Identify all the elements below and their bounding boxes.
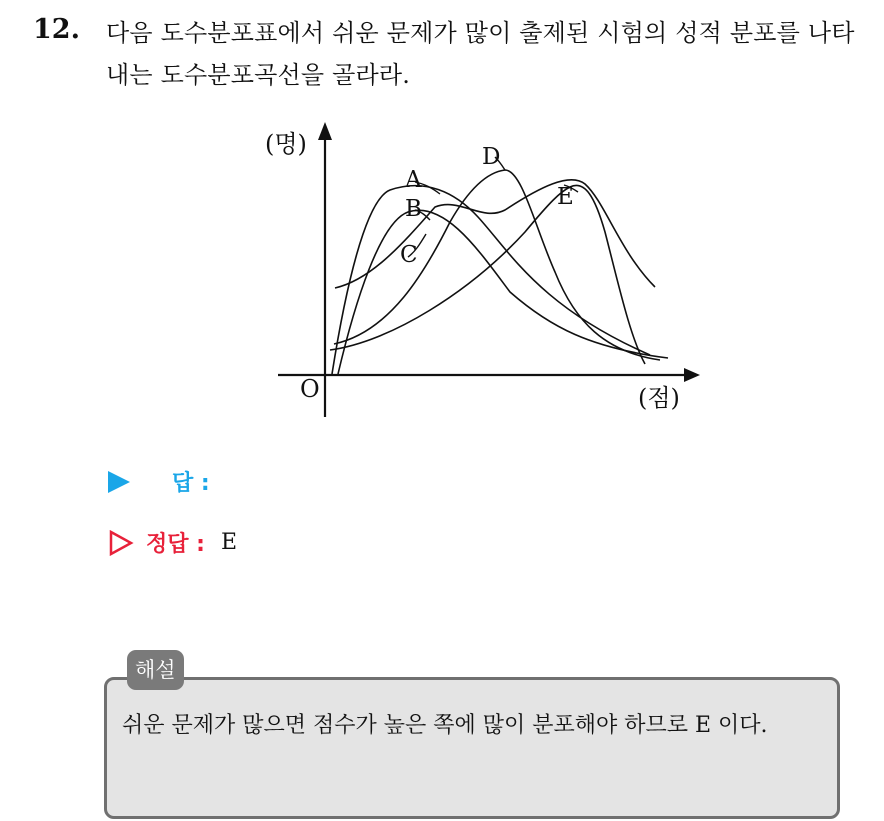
- x-axis-arrow: [684, 368, 700, 382]
- curve-label-a: A: [405, 167, 422, 193]
- curve-e: [330, 185, 645, 364]
- outline-triangle-icon: [108, 530, 134, 556]
- curve-label-e: E: [557, 184, 574, 210]
- curve-label-d: D: [482, 144, 501, 170]
- explanation-tag: 해설: [127, 650, 184, 690]
- answer-row: [108, 466, 226, 497]
- correct-answer-label: 정답 :: [146, 532, 205, 557]
- curve-label-c: C: [400, 242, 418, 268]
- explanation-text: 쉬운 문제가 많으면 점수가 높은 쪽에 많이 분포해야 하므로 E 이다.: [122, 713, 768, 738]
- question-text: 다음 도수분포표에서 쉬운 문제가 많이 출제된 시험의 성적 분포를 나타내는 도수분포곡선을 골라라.: [106, 19, 855, 89]
- answer-label: 답 :: [172, 471, 210, 496]
- correct-answer-row: [108, 527, 237, 558]
- origin-label: O: [300, 375, 320, 403]
- y-axis-label: (명): [265, 130, 307, 158]
- frequency-curve-figure: [250, 112, 710, 427]
- explanation-box: [104, 677, 840, 819]
- filled-triangle-icon: [108, 471, 130, 493]
- y-axis-arrow: [318, 122, 332, 140]
- correct-answer-value: E: [220, 530, 238, 555]
- x-axis-label: (점): [638, 384, 680, 412]
- question-number: 12.: [33, 14, 80, 45]
- curve-label-b: B: [405, 196, 422, 222]
- curve-d: [334, 170, 660, 360]
